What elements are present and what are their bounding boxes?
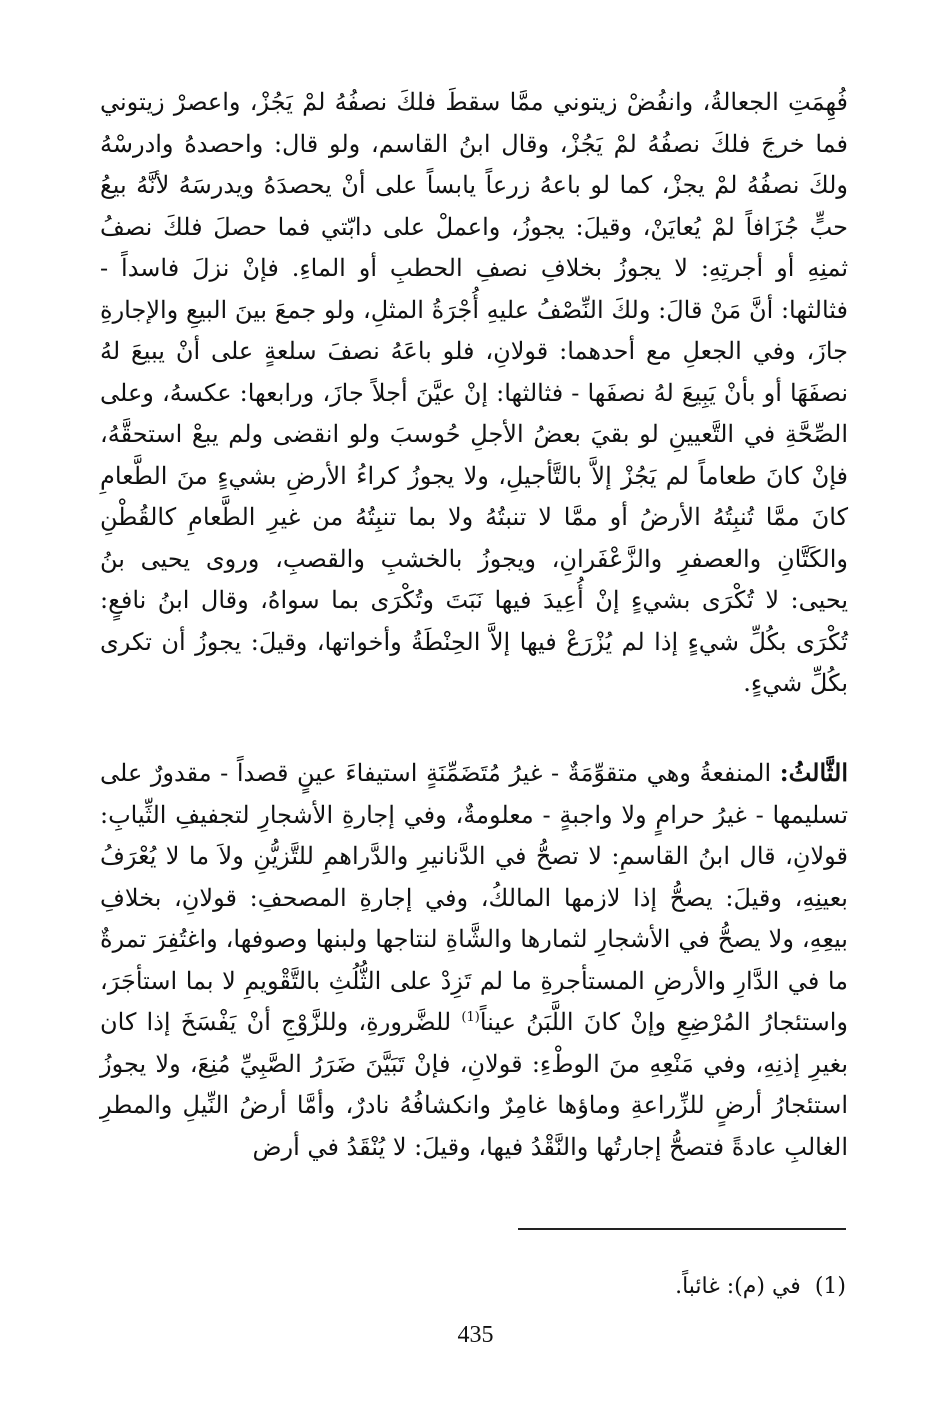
- main-paragraph-2: [100, 752, 848, 1168]
- footnote-number: (1): [814, 1274, 846, 1299]
- footnote-text: في (م): غائباً.: [675, 1274, 801, 1299]
- page-number: 435: [457, 1322, 494, 1348]
- paragraph-2-text-after-note: للضَّرورةِ، وللزَّوْجِ أنْ يَفْسَخَ إذا كان بغيرِ إذنِهِ، وفي مَنْعِهِ منَ الوطْءِ: قولانِ، فإنْ تَبَيَّنَ ضَرَرُ الصَّبِيِّ مُنِعَ، ولا يجوزُ استئجارُ أرضٍ للزِّراعةِ وماؤها غامِرٌ وانكشافُهُ نادرٌ، وأمَّا أرضُ النِّيلِ والمطرِ الغالبِ عادةً فتصحُّ إجارتُها والنَّقْدُ فيها، وقيلَ: لا يُنْقَدُ في أرض: [100, 1008, 848, 1161]
- main-paragraph-1: فُهِمَتِ الجعالةُ، وانفُضْ زيتوني ممَّا سقطَ فلكَ نصفُهُ لمْ يَجُزْ، واعصرْ زيتوني فما خرجَ فلكَ نصفُهُ لمْ يَجُزْ، وقال ابنُ القاسم، ولو قال: واحصدهُ وادرسْهُ ولكَ نصفُهُ لمْ يجزْ، كما لو باعهُ زرعاً يابساً على أنْ يحصدَهُ ويدرسَهُ لأنَّهُ بيعُ حبٍّ جُزَافاً لمْ يُعايَنْ، وقيلَ: يجوزُ، واعملْ على دابّتي فما حصلَ فلكَ نصفُ ثمنِهِ أو أجرتِهِ: لا يجوزُ بخلافِ نصفِ الحطبِ أو الماءِ. فإنْ نزلَ فاسداً - فثالثها: أنَّ مَنْ قالَ: ولكَ النِّصْفُ عليهِ أُجْرَةُ المثلِ، ولو جمعَ بينَ البيعِ والإجارةِ جازَ، وفي الجعلِ مع أحدهما: قولانِ، فلو باعَهُ نصفَ سلعةٍ على أنْ يبيعَ لهُ نصفَهَا أو بأنْ يَبِيعَ لهُ نصفَها - فثالثها: إنْ عيَّنَ أجلاً جازَ، ورابعها: عكسهُ، وعلى الصِّحَّةِ في التَّعيينِ لو بقيَ بعضُ الأجلِ حُوسبَ ولو انقضى ولم يبعْ استحقَّهُ، فإنْ كانَ طعاماً لم يَجُزْ إلاَّ بالتَّأجيلِ، ولا يجوزُ كراءُ الأرضِ بشيءٍ منَ الطَّعامِ كانَ ممَّا تُنبِتُهُ الأرضُ أو ممَّا لا تنبتُهُ ولا بما تنبِتُهُ من غيرِ الطَّعامِ كالقُطْنِ والكَتَّانِ والعصفرِ والزَّعْفَرانِ، ويجوزُ بالخشبِ والقصبِ، وروى يحيى بنُ يحيى: لا تُكْرَى بشيءٍ إنْ أُعِيدَ فيها نَبَتَ وتُكْرَى بما سواهُ، وقال ابنُ نافعٍ: تُكْرَى بكُلِّ شيءٍ إذا لم يُزْرَعْ فيها إلاَّ الحِنْطَةُ وأخواتها، وقيلَ: يجوزُ أن تكرى بكُلِّ شيءٍ.: [100, 88, 848, 697]
- footnote-reference-marker[interactable]: (1): [461, 1010, 480, 1025]
- footnote-separator-rule: [518, 1228, 846, 1230]
- section-heading: الثَّالثُ:: [779, 758, 848, 787]
- footnote: [300, 1272, 846, 1302]
- paragraph-2-text-before-note: المنفعةُ وهي متقوِّمَةٌ - غيرُ مُتَضَمِّنَةٍ استيفاءَ عينٍ قصداً - مقدورٌ على تسليمها - غيرُ حرامٍ ولا واجبةٍ - معلومةٌ، وفي إجارةِ الأشجارِ لتجفيفِ الثِّيابِ: قولانِ، قال ابنُ القاسمِ: لا تصحُّ في الدَّنانيرِ والدَّراهمِ للتَّزيُّنِ ولاَ ما لا يُعْرَفُ بعينِهِ، وقيلَ: يصحُّ إذا لازمها المالكُ، وفي إجارةِ المصحفِ: قولانِ، بخلافِ بيعِهِ، ولا يصحُّ في الأشجارِ لثمارها والشَّاةِ لنتاجها ولبنها وصوفها، واغتُفِرَ تمرةٌ ما في الدَّارِ والأرضِ المستأجرةِ ما لم تَزِدْ على الثُّلُثِ بالتَّقْويمِ لا بما استأجَرَ، واستئجارُ المُرْضِعِ وإنْ كانَ اللَّبَنُ عيناً: [100, 759, 849, 1036]
